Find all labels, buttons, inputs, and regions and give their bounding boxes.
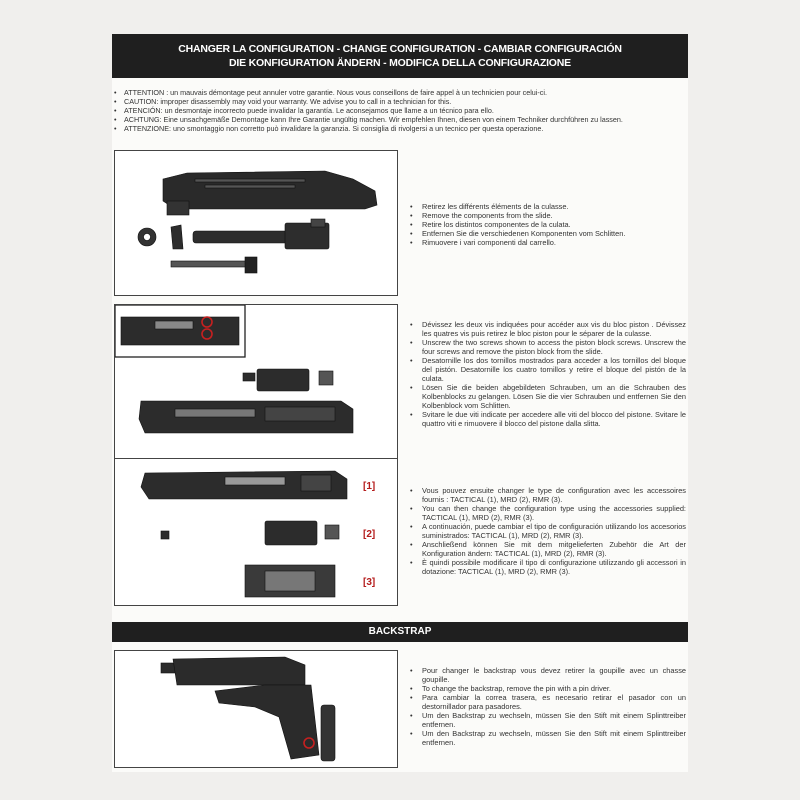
- page-title-line2: DIE KONFIGURATION ÄNDERN - MODIFICA DELLA CONFIGURAZIONE: [229, 57, 571, 69]
- warning-item: • ACHTUNG: Eine unsachgemäße Demontage kann Ihre Garantie ungültig machen. Wir empfehlen Ihnen, diesen von einem Techniker durchführen zu lassen.: [114, 115, 686, 124]
- parts-drawing: [138, 219, 329, 273]
- backstrap-illustration: [114, 650, 398, 768]
- step-item: • Dévissez les deux vis indiquées pour accéder aux vis du bloc piston . Dévissez les quatres vis puis retirez le bloc piston pour le séparer de la culasse.: [408, 320, 686, 338]
- config-label-tactical: [1]: [363, 481, 376, 492]
- backstrap-drawing: [321, 705, 335, 761]
- step-item: • Desatornille los dos tornillos mostrados para acceder a los tornillos del bloque del pistón. Desatornille los cuatro tornillos y retire el bloque del pistón de la culata.: [408, 356, 686, 383]
- step-item: • Retirez les différents éléments de la culasse.: [408, 202, 686, 211]
- step1-instructions: [408, 202, 686, 247]
- step3-instructions: [408, 486, 686, 576]
- step-item: • Unscrew the two screws shown to access the piston block screws. Unscrew the four screws and remove the piston block from the slide.: [408, 338, 686, 356]
- backstrap-instructions: [408, 666, 686, 747]
- step-item: • Um den Backstrap zu wechseln, müssen Sie den Stift mit einem Splinttreiber entfernen.: [408, 729, 686, 747]
- pistol-drawing: [161, 657, 319, 759]
- warning-list: [114, 88, 686, 133]
- step-item: • Um den Backstrap zu wechseln, müssen Sie den Stift mit einem Splinttreiber entfernen.: [408, 711, 686, 729]
- warning-item: • ATENCIÓN: un desmontaje incorrecto puede invalidar la garantía. Le aconsejamos que llame a un técnico para ello.: [114, 106, 686, 115]
- slide-detail-drawing: [121, 317, 239, 345]
- warning-item: • CAUTION: improper disassembly may void your warranty. We advise you to call in a technician for this.: [114, 97, 686, 106]
- page-title-line1: CHANGER LA CONFIGURATION - CHANGE CONFIGURATION - CAMBIAR CONFIGURACIÓN: [178, 43, 622, 55]
- slide-open-drawing: [139, 401, 353, 433]
- slide-drawing: [163, 171, 377, 215]
- step-item: • Para cambiar la correa trasera, es necesario retirar el pasador con un destornillador para pasadores.: [408, 693, 686, 711]
- warning-item: • ATTENZIONE: uno smontaggio non corretto può invalidare la garanzia. Si consiglia di rivolgersi a un tecnico per questa operazione.: [114, 124, 686, 133]
- step-item: • È quindi possibile modificare il tipo di configurazione utilizzando gli accessori in dotazione: TACTICAL (1), MRD (2), RMR (3).: [408, 558, 686, 576]
- step-item: • Retire los distintos componentes de la culata.: [408, 220, 686, 229]
- step-item: • Rimuovere i vari componenti dal carrello.: [408, 238, 686, 247]
- step-item: • Anschließend können Sie mit dem mitgelieferten Zubehör die Art der Konfiguration ändern: TACTICAL (1), MRD (2), RMR (3).: [408, 540, 686, 558]
- step-item: • Svitare le due viti indicate per accedere alle viti del blocco del pistone. Svitare le quattro viti e rimuovere il blocco del pistone dalla slitta.: [408, 410, 686, 428]
- step-item: • You can then change the configuration type using the accessories supplied: TACTICAL (1), MRD (2), RMR (3).: [408, 504, 686, 522]
- piston-block-drawing: [243, 369, 333, 391]
- step2-instructions: [408, 320, 686, 428]
- step-item: • Pour changer le backstrap vous devez retirer la goupille avec un chasse goupille.: [408, 666, 686, 684]
- slide-config-drawing: [141, 471, 347, 499]
- backstrap-title: BACKSTRAP: [112, 622, 688, 642]
- step-item: • Entfernen Sie die verschiedenen Komponenten vom Schlitten.: [408, 229, 686, 238]
- step3-illustration: [114, 458, 398, 606]
- config-label-mrd: [2]: [363, 529, 376, 540]
- step-item: • Lösen Sie die beiden abgebildeten Schrauben, um an die Schrauben des Kolbenblocks zu gelangen. Lösen Sie die vier Schrauben und entfernen Sie den Kolbenblock vom Schlitten.: [408, 383, 686, 410]
- step2-illustration: [114, 304, 398, 484]
- config-label-rmr: [3]: [363, 577, 376, 588]
- mrd-plate-drawing: [161, 521, 339, 545]
- step-item: • A continuación, puede cambiar el tipo de configuración utilizando los accesorios suministrados: TACTICAL (1), MRD (2), RMR (3).: [408, 522, 686, 540]
- step-item: • Vous pouvez ensuite changer le type de configuration avec les accessoires fournis : TACTICAL (1), MRD (2), RMR (3).: [408, 486, 686, 504]
- rmr-plate-drawing: [245, 565, 335, 597]
- page-title-banner: [112, 34, 688, 78]
- step1-illustration: [114, 150, 398, 296]
- warning-item: • ATTENTION : un mauvais démontage peut annuler votre garantie. Nous vous conseillons de faire appel à un technicien pour celui-ci.: [114, 88, 686, 97]
- step-item: • To change the backstrap, remove the pin with a pin driver.: [408, 684, 686, 693]
- step-item: • Remove the components from the slide.: [408, 211, 686, 220]
- manual-page: [112, 34, 688, 772]
